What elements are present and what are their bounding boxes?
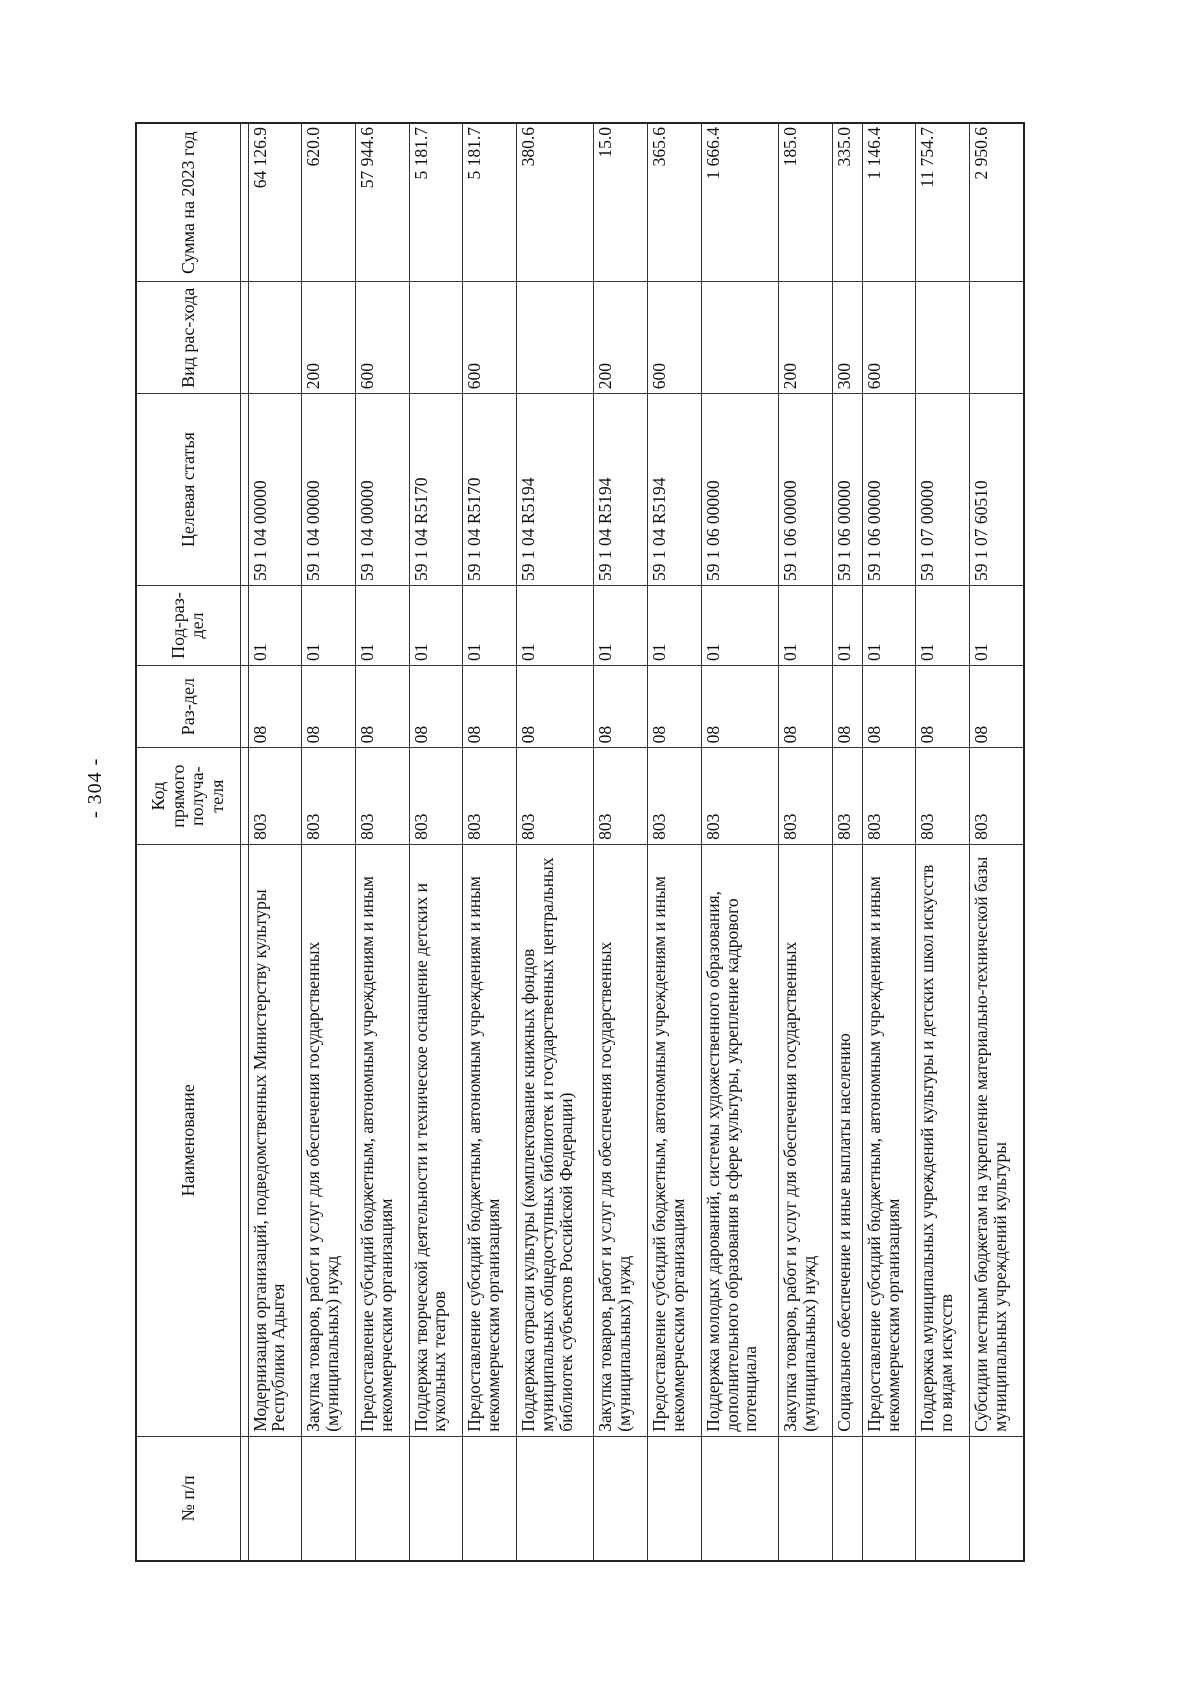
cell-name: Закупка товаров, работ и услуг для обеспечения государственных (муниципальных) нужд: [594, 844, 648, 1436]
header-spacer-row: [240, 123, 248, 1561]
cell-sum: 5 181.7: [409, 123, 463, 282]
cell-type: 200: [302, 282, 356, 394]
cell-type: 200: [594, 282, 648, 394]
header-type: Вид рас-хода: [136, 282, 240, 394]
cell-code: 803: [516, 748, 593, 844]
table-row: [594, 123, 648, 1561]
cell-target: 59 1 04 00000: [302, 394, 356, 586]
cell-num: [832, 1436, 862, 1561]
cell-name: Социальное обеспечение и иные выплаты населению: [832, 844, 862, 1436]
cell-target: 59 1 04 R5170: [463, 394, 517, 586]
cell-section: 08: [302, 666, 356, 748]
cell-sum: 1 666.4: [701, 123, 778, 282]
cell-target: 59 1 04 00000: [248, 394, 302, 586]
header-name: Наименование: [136, 844, 240, 1436]
table-row: [409, 123, 463, 1561]
cell-subsection: 01: [594, 586, 648, 666]
cell-num: [355, 1436, 409, 1561]
header-sum: Сумма на 2023 год: [136, 123, 240, 282]
header-num: № п/п: [136, 1436, 240, 1561]
cell-code: 803: [832, 748, 862, 844]
cell-num: [862, 1436, 916, 1561]
cell-name: Поддержка молодых дарований, системы художественного образования, дополнительного образования в сфере культуры, укрепление кадрового потенциала: [701, 844, 778, 1436]
table-row: [302, 123, 356, 1561]
cell-sum: 5 181.7: [463, 123, 517, 282]
cell-name: Поддержка муниципальных учреждений культуры и детских школ искусств по видам искусств: [916, 844, 970, 1436]
cell-num: [701, 1436, 778, 1561]
cell-section: 08: [779, 666, 833, 748]
page-number: - 304 -: [84, 757, 106, 818]
cell-section: 08: [355, 666, 409, 748]
cell-sum: 185.0: [779, 123, 833, 282]
cell-target: 59 1 04 R5194: [648, 394, 702, 586]
header-subsection: Под-раз-дел: [136, 586, 240, 666]
cell-code: 803: [916, 748, 970, 844]
cell-code: 803: [862, 748, 916, 844]
cell-code: 803: [594, 748, 648, 844]
cell-code: 803: [648, 748, 702, 844]
cell-subsection: 01: [832, 586, 862, 666]
cell-section: 08: [916, 666, 970, 748]
cell-section: 08: [832, 666, 862, 748]
cell-code: 803: [302, 748, 356, 844]
header-code: Код прямого получа-теля: [136, 748, 240, 844]
cell-section: 08: [516, 666, 593, 748]
cell-name: Предоставление субсидий бюджетным, автономным учреждениям и иным некоммерческим организациям: [862, 844, 916, 1436]
cell-num: [516, 1436, 593, 1561]
cell-name: Модернизация организаций, подведомственных Министерству культуры Республики Адыгея: [248, 844, 302, 1436]
cell-sum: 1 146.4: [862, 123, 916, 282]
cell-num: [409, 1436, 463, 1561]
table-row: [862, 123, 916, 1561]
cell-type: [970, 282, 1024, 394]
cell-type: 600: [648, 282, 702, 394]
budget-table: [135, 122, 1025, 1562]
header-section: Раз-дел: [136, 666, 240, 748]
cell-code: 803: [409, 748, 463, 844]
cell-num: [594, 1436, 648, 1561]
cell-type: 200: [779, 282, 833, 394]
cell-type: 600: [355, 282, 409, 394]
cell-sum: 2 950.6: [970, 123, 1024, 282]
cell-sum: 380.6: [516, 123, 593, 282]
cell-subsection: 01: [648, 586, 702, 666]
cell-sum: 335.0: [832, 123, 862, 282]
cell-num: [779, 1436, 833, 1561]
cell-sum: 57 944.6: [355, 123, 409, 282]
cell-type: [516, 282, 593, 394]
cell-code: 803: [970, 748, 1024, 844]
table-row: [832, 123, 862, 1561]
table-row: [355, 123, 409, 1561]
cell-name: Поддержка отрасли культуры (комплектование книжных фондов муниципальных общедоступных библиотек и государственных центральных библиотек субъектов Российской Федерации): [516, 844, 593, 1436]
table-row: [648, 123, 702, 1561]
cell-type: [916, 282, 970, 394]
cell-code: 803: [701, 748, 778, 844]
cell-subsection: 01: [409, 586, 463, 666]
cell-num: [302, 1436, 356, 1561]
cell-target: 59 1 06 00000: [779, 394, 833, 586]
cell-subsection: 01: [970, 586, 1024, 666]
cell-subsection: 01: [248, 586, 302, 666]
cell-target: 59 1 06 00000: [701, 394, 778, 586]
cell-subsection: 01: [916, 586, 970, 666]
cell-subsection: 01: [862, 586, 916, 666]
cell-type: [248, 282, 302, 394]
cell-section: 08: [701, 666, 778, 748]
cell-name: Предоставление субсидий бюджетным, автономным учреждениям и иным некоммерческим организациям: [648, 844, 702, 1436]
cell-code: 803: [779, 748, 833, 844]
table-row: [516, 123, 593, 1561]
cell-sum: 64 126.9: [248, 123, 302, 282]
cell-section: 08: [648, 666, 702, 748]
cell-target: 59 1 07 60510: [970, 394, 1024, 586]
header-target: Целевая статья: [136, 394, 240, 586]
cell-target: 59 1 06 00000: [862, 394, 916, 586]
cell-name: Субсидии местным бюджетам на укрепление материально-технической базы муниципальных учреждений культуры: [970, 844, 1024, 1436]
cell-sum: 365.6: [648, 123, 702, 282]
cell-target: 59 1 04 R5194: [516, 394, 593, 586]
cell-section: 08: [970, 666, 1024, 748]
table-header-row: [136, 123, 240, 1561]
cell-subsection: 01: [701, 586, 778, 666]
cell-sum: 11 754.7: [916, 123, 970, 282]
cell-code: 803: [463, 748, 517, 844]
cell-section: 08: [463, 666, 517, 748]
cell-num: [916, 1436, 970, 1561]
cell-num: [248, 1436, 302, 1561]
table-row: [779, 123, 833, 1561]
cell-subsection: 01: [779, 586, 833, 666]
cell-num: [463, 1436, 517, 1561]
cell-target: 59 1 04 R5194: [594, 394, 648, 586]
table-row: [701, 123, 778, 1561]
cell-target: 59 1 04 R5170: [409, 394, 463, 586]
cell-type: 600: [463, 282, 517, 394]
cell-type: 300: [832, 282, 862, 394]
cell-type: [409, 282, 463, 394]
cell-name: Закупка товаров, работ и услуг для обеспечения государственных (муниципальных) нужд: [779, 844, 833, 1436]
cell-subsection: 01: [355, 586, 409, 666]
cell-subsection: 01: [302, 586, 356, 666]
cell-section: 08: [862, 666, 916, 748]
cell-target: 59 1 07 00000: [916, 394, 970, 586]
table-row: [916, 123, 970, 1561]
cell-target: 59 1 04 00000: [355, 394, 409, 586]
cell-name: Предоставление субсидий бюджетным, автономным учреждениям и иным некоммерческим организациям: [463, 844, 517, 1436]
cell-section: 08: [594, 666, 648, 748]
cell-section: 08: [409, 666, 463, 748]
cell-target: 59 1 06 00000: [832, 394, 862, 586]
cell-type: [701, 282, 778, 394]
cell-code: 803: [355, 748, 409, 844]
cell-name: Поддержка творческой деятельности и техническое оснащение детских и кукольных театров: [409, 844, 463, 1436]
table-row: [463, 123, 517, 1561]
cell-subsection: 01: [463, 586, 517, 666]
table-row: [248, 123, 302, 1561]
cell-sum: 15.0: [594, 123, 648, 282]
cell-type: 600: [862, 282, 916, 394]
cell-num: [648, 1436, 702, 1561]
cell-code: 803: [248, 748, 302, 844]
rotated-page-content: [135, 122, 1025, 1562]
cell-name: Закупка товаров, работ и услуг для обеспечения государственных (муниципальных) нужд: [302, 844, 356, 1436]
cell-subsection: 01: [516, 586, 593, 666]
table-row: [970, 123, 1024, 1561]
cell-section: 08: [248, 666, 302, 748]
cell-sum: 620.0: [302, 123, 356, 282]
cell-num: [970, 1436, 1024, 1561]
cell-name: Предоставление субсидий бюджетным, автономным учреждениям и иным некоммерческим организациям: [355, 844, 409, 1436]
